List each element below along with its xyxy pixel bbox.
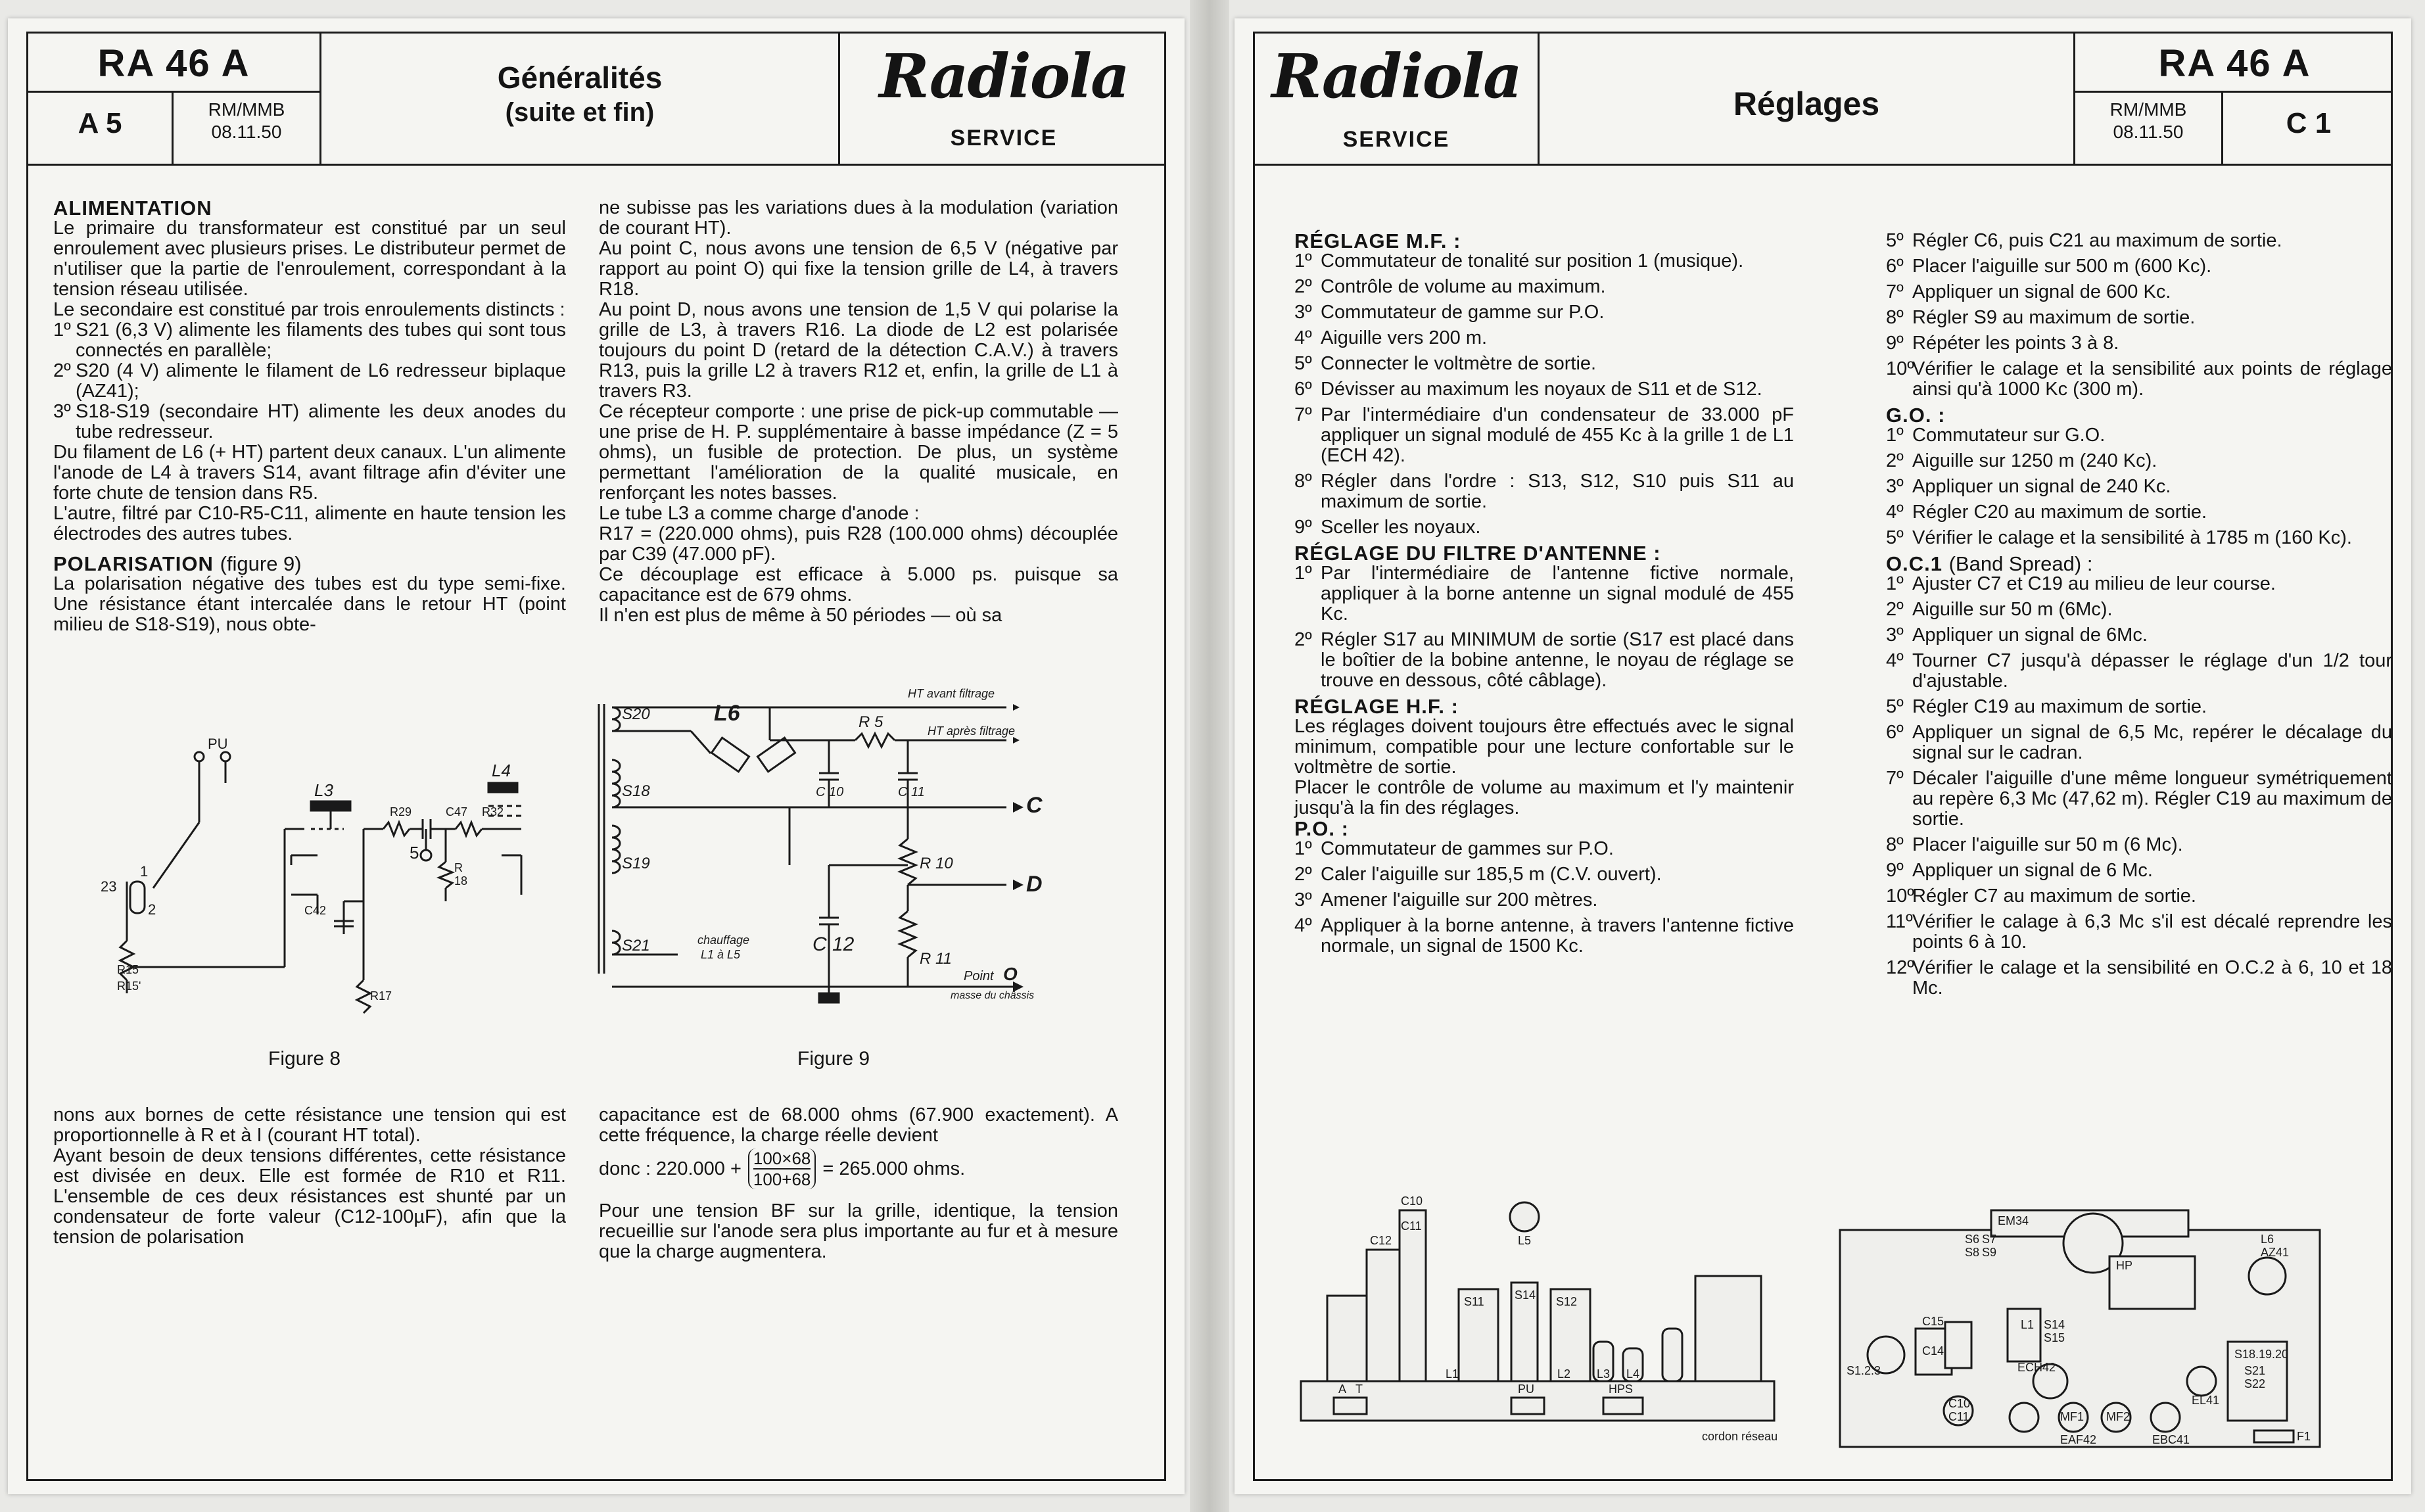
chassis-side-label: HPS: [1609, 1382, 1634, 1396]
list-item-text: Caler l'aiguille sur 185,5 m (C.V. ouvert).: [1321, 864, 1662, 885]
fig9-label: O: [1003, 964, 1018, 984]
fig9-label: L1 à L5: [701, 948, 741, 961]
bottom-left-column: [53, 1105, 566, 1248]
list-item: [1886, 425, 2392, 446]
list-item-text: Régler C6, puis C21 au maximum de sortie.: [1912, 230, 2282, 251]
bottom-right-column: [599, 1105, 1118, 1262]
list-item-text: Connecter le voltmètre de sortie.: [1321, 353, 1597, 374]
fig8-label: PU: [208, 736, 228, 752]
list-item-text: Régler C19 au maximum de sortie.: [1912, 696, 2207, 717]
list-item: [1886, 451, 2392, 471]
chassis-top-label: S8: [1965, 1246, 1980, 1259]
paragraph: capacitance est de 68.000 ohms (67.900 exactement). A cette fréquence, la charge réelle devient: [599, 1104, 1118, 1146]
paragraph: Ce récepteur comporte : une prise de pick-up commutable — une prise de H. P. supplémentaire à basse impédance (Z = 5 ohms), un fusible de protection. De plus, un système permettant l'amélioration de la qualité musicale, en renforçant les notes basses.: [599, 401, 1118, 504]
list-item-number: 7º: [1886, 281, 1904, 302]
chassis-top-label: L6: [2261, 1233, 2274, 1246]
fig8-label: R32: [482, 805, 504, 818]
page-subtitle: (suite et fin): [505, 98, 655, 127]
list-item-text: Par l'intermédiaire de l'antenne fictive normale, appliquer à la borne antenne un signal modulé de 455 Kc.: [1321, 563, 1794, 625]
model-number: RA 46 A: [2158, 42, 2311, 85]
list-item-number: 1º: [1294, 838, 1312, 859]
list-item-number: 1º: [1886, 425, 1904, 446]
list-item-number: 2º: [1886, 450, 1904, 471]
chassis-side-label: C10: [1401, 1194, 1423, 1208]
list-item: [1294, 839, 1794, 859]
page-code: C 1: [2286, 107, 2332, 139]
chassis-side-label: T: [1355, 1382, 1363, 1396]
fig9-label: HT après filtrage: [928, 724, 1016, 738]
fig9-label: S20: [622, 705, 650, 723]
oc1-list: [1886, 574, 2392, 999]
list-item-text: Appliquer un signal de 600 Kc.: [1912, 281, 2171, 302]
paragraph: L'autre, filtré par C10-R5-C11, alimente en haute tension les électrodes des autres tubes.: [53, 503, 566, 544]
list-item: [1294, 328, 1794, 348]
radiola-logo: Radiola: [879, 41, 1129, 112]
right-header: [1255, 34, 2391, 166]
fig9-label: HT avant filtrage: [908, 687, 995, 700]
list-item: [1886, 722, 2392, 763]
list-item: [1886, 256, 2392, 277]
list-item-number: 3º: [1294, 302, 1312, 323]
list-item: [1886, 697, 2392, 717]
paragraph: ne subisse pas les variations dues à la modulation (variation de courant HT).: [599, 197, 1118, 239]
paragraph: Au point D, nous avons une tension de 1,5 V qui polarise la grille de L3, à travers R16. La diode de L2 est polarisée toujours du point D (retard de la détection C.A.V.) à travers R13, puis la grille L2 à travers R12 et, enfin, la grille de L1 à travers R3.: [599, 299, 1118, 402]
chassis-top-label: EM34: [1998, 1214, 2029, 1227]
service-label: SERVICE: [950, 126, 1058, 151]
list-item: [1886, 282, 2392, 302]
list-item-text: Ajuster C7 et C19 au milieu de leur course.: [1912, 573, 2276, 594]
list-item: 2º S20 (4 V) alimente le filament de L6 redresseur biplaque (AZ41);: [53, 360, 566, 402]
figure-9-caption: Figure 9: [797, 1048, 870, 1070]
list-item-number: 1º: [1886, 573, 1904, 594]
list-item-number: 5º: [1886, 696, 1904, 717]
fig8-label: 1: [140, 863, 149, 880]
fig9-label: D: [1026, 872, 1043, 897]
paragraph: Il n'en est plus de même à 50 périodes — où sa: [599, 605, 1002, 626]
list-item-number: 9º: [1294, 517, 1312, 538]
chassis-side-label: L3: [1597, 1367, 1611, 1381]
heading-go: G.O. :: [1886, 404, 1946, 427]
fig8-label: 2: [148, 901, 156, 918]
paragraph: Au point C, nous avons une tension de 6,5 V (négative par rapport au point O) qui fixe la tension grille de L4, à travers R18.: [599, 238, 1118, 300]
list-item: [1886, 574, 2392, 594]
list-item: [1294, 517, 1794, 538]
paragraph: Le tube L3 a comme charge d'anode :: [599, 503, 920, 524]
list-item-text: Contrôle de volume au maximum.: [1321, 276, 1606, 297]
list-item: [1294, 354, 1794, 374]
page-code: A 5: [78, 107, 122, 139]
list-item-text: Appliquer un signal de 6 Mc.: [1912, 860, 2153, 881]
doc-date: 08.11.50: [2113, 122, 2184, 142]
fig9-label: C 11: [898, 785, 925, 799]
binding-gutter: [1190, 0, 1229, 1512]
fig9-label: Point: [964, 969, 994, 983]
list-item: [1886, 333, 2392, 354]
heading-alimentation: ALIMENTATION: [53, 197, 212, 220]
list-item-number: 3º: [1294, 889, 1312, 910]
paragraph: R17 = (220.000 ohms), puis R28 (100.000 ohms) découplée par C39 (47.000 pF).: [599, 523, 1118, 565]
paragraph: La polarisation négative des tubes est du type semi-fixe. Une résistance étant intercalée dans le retour HT (point milieu de S18-S19), nous obte-: [53, 573, 566, 635]
equation: donc : 220.000 + $\frac{100\times 68}{100+68}$ = 265.000 ohms.: [599, 1148, 966, 1189]
figure-8-schematic: [68, 724, 580, 1033]
reglages-column-2: [1886, 231, 2392, 1004]
list-item: [1886, 502, 2392, 523]
fraction: $\frac{100\times 68}{100+68}$: [748, 1148, 816, 1189]
right-page-frame: [1253, 32, 2393, 1481]
fig9-label: S19: [622, 855, 650, 872]
list-item: [1294, 302, 1794, 323]
list-item: [1886, 359, 2392, 400]
list-item-number: 2º: [1294, 276, 1312, 297]
list-item: [1886, 477, 2392, 497]
list-item: [1294, 471, 1794, 512]
doc-ref: RM/MMB: [2109, 99, 2187, 120]
list-item-number: 4º: [1294, 915, 1312, 936]
chassis-side-label: L4: [1626, 1367, 1640, 1381]
list-item: [1294, 563, 1794, 625]
fig8-label: 23: [101, 878, 117, 895]
list-item-number: 10º: [1886, 358, 1914, 379]
list-item-text: Régler S9 au maximum de sortie.: [1912, 307, 2196, 328]
list-item-text: Régler S17 au MINIMUM de sortie (S17 est placé dans le boîtier de la bobine antenne, le noyau de réglage se trouve en dessous, côté câblage).: [1321, 629, 1794, 691]
chassis-side-view: [1294, 1191, 1827, 1453]
chassis-top-label: C14: [1922, 1344, 1944, 1358]
fig8-label: R15: [117, 963, 139, 976]
fig9-label: R 11: [920, 950, 952, 968]
list-item-number: 8º: [1294, 471, 1312, 492]
list-item-text: Par l'intermédiaire d'un condensateur de 33.000 pF appliquer un signal modulé de 455 Kc à la grille 1 de L1 (ECH 42).: [1321, 404, 1794, 466]
model-number: RA 46 A: [97, 42, 250, 85]
list-item-number: 2º: [1294, 864, 1312, 885]
chassis-top-label: MF1: [2060, 1410, 2084, 1423]
paragraph: Pour une tension BF sur la grille, identique, la tension recueillie sur l'anode sera plus importante au fur et à mesure que la charge augmentera.: [599, 1200, 1118, 1262]
chassis-top-label: MF2: [2106, 1410, 2130, 1423]
list-item-text: Appliquer un signal de 240 Kc.: [1912, 476, 2171, 497]
chassis-side-label: A: [1338, 1382, 1347, 1396]
fig9-label: chauffage: [697, 933, 750, 947]
fig8-label: R29: [390, 805, 412, 818]
paragraph: Ayant besoin de deux tensions différentes, cette résistance est divisée en deux. Elle est formée de R10 et R11. L'ensemble de ces deux résistances est shunté par un condensateur de forte valeur (C12-100µF), afin que la tension de polarisation: [53, 1145, 566, 1248]
heading-oc1: O.C.1 (Band Spread) :: [1886, 552, 2093, 575]
list-item: [1886, 861, 2392, 881]
list-item-number: 5º: [1886, 230, 1904, 251]
chassis-top-view: [1833, 1197, 2392, 1460]
heading-po: P.O. :: [1294, 817, 1349, 840]
antenna-list: [1294, 563, 1794, 691]
list-item: [1294, 916, 1794, 957]
radiola-logo: Radiola: [1271, 41, 1521, 112]
fig9-label: S21: [622, 937, 650, 955]
chassis-top-label: S7: [1982, 1233, 1997, 1246]
list-item: [1886, 600, 2392, 620]
fig8-label: 5: [410, 843, 419, 862]
list-item-text: Tourner C7 jusqu'à dépasser le réglage d'un 1/2 tour d'ajustable.: [1912, 650, 2392, 692]
list-item: [1886, 958, 2392, 999]
list-item: [1886, 886, 2392, 907]
list-item: [1886, 835, 2392, 855]
figure-9-schematic: [592, 668, 1118, 1036]
fig9-label: C: [1026, 793, 1043, 818]
list-item-number: 12º: [1886, 957, 1914, 978]
list-item-number: 8º: [1886, 834, 1904, 855]
list-item: [1886, 768, 2392, 830]
left-page: [8, 18, 1185, 1494]
list-item-number: 3º: [1886, 625, 1904, 646]
list-item-text: Amener l'aiguille sur 200 mètres.: [1321, 889, 1598, 910]
chassis-top-label: AZ41: [2261, 1246, 2290, 1259]
chassis-top-label: EL41: [2192, 1394, 2220, 1407]
fig8-label: R15': [117, 980, 141, 993]
list-item-text: Commutateur sur G.O.: [1912, 425, 2106, 446]
chassis-top-label: EAF42: [2060, 1433, 2097, 1446]
list-item-text: Aiguille vers 200 m.: [1321, 327, 1488, 348]
figure-8-caption: Figure 8: [268, 1048, 341, 1070]
po-continued-list: [1886, 231, 2392, 400]
left-page-frame: [26, 32, 1166, 1481]
chassis-side-label: C11: [1401, 1219, 1422, 1233]
chassis-top-label: S15: [2044, 1331, 2065, 1344]
list-item-number: 6º: [1886, 256, 1904, 277]
chassis-top-label: S21: [2244, 1364, 2266, 1377]
chassis-side-label: C12: [1370, 1234, 1392, 1247]
list-item-text: Décaler l'aiguille d'une même longueur symétriquement au repère 6,3 Mc (47,62 m). Régler C19 au maximum de sortie.: [1912, 768, 2392, 830]
fig9-label: L6: [714, 701, 740, 726]
list-item: [1294, 277, 1794, 297]
list-item: [1886, 625, 2392, 646]
chassis-side-label: PU: [1518, 1382, 1535, 1396]
chassis-top-label: C15: [1922, 1315, 1944, 1328]
list-item-text: Vérifier le calage et la sensibilité aux points de réglage ainsi qu'à 1000 Kc (300 m).: [1912, 358, 2392, 400]
list-item-text: Placer l'aiguille sur 50 m (6 Mc).: [1912, 834, 2183, 855]
list-item: [1294, 405, 1794, 466]
chassis-side-label: L5: [1518, 1234, 1532, 1247]
mf-list: [1294, 251, 1794, 538]
chassis-top-label: C10: [1948, 1397, 1971, 1410]
chassis-side-label: S12: [1556, 1295, 1578, 1308]
heading-filtre-antenne: RÉGLAGE DU FILTRE D'ANTENNE :: [1294, 542, 1661, 565]
list-item-number: 1º: [1294, 250, 1312, 272]
reglages-column-1: [1294, 231, 1794, 962]
chassis-side-label: S14: [1515, 1288, 1536, 1302]
paragraph: nons aux bornes de cette résistance une tension qui est proportionnelle à R et à I (courant HT total).: [53, 1104, 566, 1146]
list-item-number: 5º: [1294, 353, 1312, 374]
list-item-text: Appliquer un signal de 6,5 Mc, repérer le décalage du signal sur le cadran.: [1912, 722, 2392, 763]
paragraph: Ce découplage est efficace à 5.000 ps. puisque sa capacitance est de 679 ohms.: [599, 564, 1118, 605]
chassis-top-label: F1: [2297, 1430, 2311, 1443]
polarisation-column: [599, 198, 1118, 626]
list-item-number: 9º: [1886, 860, 1904, 881]
list-item-text: Commutateur de gamme sur P.O.: [1321, 302, 1605, 323]
list-item-number: 11º: [1886, 911, 1913, 932]
list-item-text: Commutateur de tonalité sur position 1 (musique).: [1321, 250, 1744, 272]
fig9-label: S18: [622, 782, 650, 800]
list-item-text: Appliquer un signal de 6Mc.: [1912, 625, 2148, 646]
chassis-top-label: HP: [2116, 1259, 2133, 1272]
list-item-text: Aiguille sur 50 m (6Mc).: [1912, 599, 2113, 620]
fig9-label: C 10: [816, 785, 844, 799]
list-item-text: Régler dans l'ordre : S13, S12, S10 puis S11 au maximum de sortie.: [1321, 471, 1794, 512]
fig9-label: C 12: [812, 933, 855, 955]
chassis-side-label: L2: [1557, 1367, 1571, 1381]
chassis-top-label: C11: [1948, 1410, 1969, 1423]
fig8-label: C42: [304, 904, 327, 917]
fig8-label: L4: [492, 761, 511, 780]
list-item-number: 8º: [1886, 307, 1904, 328]
list-item: 3º S18-S19 (secondaire HT) alimente les deux anodes du tube redresseur.: [53, 401, 566, 442]
list-item-text: Dévisser au maximum les noyaux de S11 et de S12.: [1321, 379, 1762, 400]
chassis-side-label: S11: [1464, 1295, 1484, 1308]
fig8-label: C47: [446, 805, 468, 818]
list-item-text: Commutateur de gammes sur P.O.: [1321, 838, 1614, 859]
list-item: [1886, 912, 2392, 953]
doc-date: 08.11.50: [211, 122, 282, 142]
go-list: [1886, 425, 2392, 548]
alimentation-column: [53, 198, 566, 635]
list-item-number: 4º: [1294, 327, 1312, 348]
chassis-side-label: cordon réseau: [1702, 1430, 1778, 1443]
list-item: [1886, 231, 2392, 251]
chassis-top-label: L1: [2021, 1318, 2035, 1331]
fig8-label: 18: [454, 874, 468, 887]
doc-ref: RM/MMB: [208, 99, 285, 120]
fig8-label: L3: [314, 780, 333, 800]
chassis-top-label: S14: [2044, 1318, 2065, 1331]
chassis-top-label: EBC41: [2152, 1433, 2190, 1446]
list-item-text: Vérifier le calage et la sensibilité en O.C.2 à 6, 10 et 18 Mc.: [1912, 957, 2392, 999]
list-item-text: Appliquer à la borne antenne, à travers l'antenne fictive normale, un signal de 1500 Kc.: [1321, 915, 1794, 957]
list-item-text: Répéter les points 3 à 8.: [1912, 333, 2119, 354]
list-item-text: Vérifier le calage à 6,3 Mc s'il est décalé reprendre les points 6 à 10.: [1912, 911, 2392, 953]
list-item-number: 3º: [1886, 476, 1904, 497]
fig9-label: R 5: [859, 713, 883, 731]
list-item: [1294, 630, 1794, 691]
list-item-text: Placer l'aiguille sur 500 m (600 Kc).: [1912, 256, 2212, 277]
list-item-number: 6º: [1294, 379, 1312, 400]
paragraph: Le primaire du transformateur est constitué par un seul enroulement avec plusieurs prises. Le distributeur permet de n'utiliser que la partie de l'enroulement, correspondant à la tension réseau utilisée.: [53, 218, 566, 300]
chassis-top-label: S22: [2244, 1377, 2266, 1390]
paragraph: Du filament de L6 (+ HT) partent deux canaux. L'un alimente l'anode de L4 à travers S14, avant filtrage afin d'éviter une forte chute de tension dans R5.: [53, 442, 566, 504]
list-item-number: 5º: [1886, 527, 1904, 548]
left-header: [28, 34, 1164, 166]
paragraph: Le secondaire est constitué par trois enroulements distincts :: [53, 299, 565, 320]
list-item-number: 4º: [1886, 650, 1904, 671]
heading-polarisation: POLARISATION (figure 9): [53, 552, 302, 575]
paragraph: Les réglages doivent toujours être effectués avec le signal minimum, compatible pour une lecture confortable sur le voltmètre de sortie.: [1294, 716, 1794, 778]
fig9-label: R 10: [920, 855, 953, 872]
list-item: [1294, 890, 1794, 910]
list-item-number: 1º: [1294, 563, 1312, 584]
chassis-top-label: S18.19.20: [2234, 1348, 2289, 1361]
list-item-number: 6º: [1886, 722, 1904, 743]
page-title: Généralités: [497, 60, 663, 95]
page-title: Réglages: [1733, 85, 1880, 122]
list-item-number: 4º: [1886, 502, 1904, 523]
heading-reglage-mf: RÉGLAGE M.F. :: [1294, 229, 1461, 252]
list-item-number: 2º: [1294, 629, 1312, 650]
list-item-text: Sceller les noyaux.: [1321, 517, 1481, 538]
chassis-side-label: L1: [1446, 1367, 1459, 1381]
paragraph: Placer le contrôle de volume au maximum et l'y maintenir jusqu'à la fin des réglages.: [1294, 777, 1794, 818]
list-item-number: 10º: [1886, 886, 1914, 907]
fig8-label: R: [454, 861, 463, 874]
list-item-text: Régler C20 au maximum de sortie.: [1912, 502, 2207, 523]
list-item-number: 9º: [1886, 333, 1904, 354]
fig9-label: masse du châssis: [951, 990, 1035, 1001]
list-item: [1294, 864, 1794, 885]
list-item: 1º S21 (6,3 V) alimente les filaments des tubes qui sont tous connectés en parallèle;: [53, 319, 566, 361]
chassis-top-label: ECH42: [2017, 1361, 2056, 1374]
chassis-top-label: S6: [1965, 1233, 1980, 1246]
chassis-top-label: S1.2.3: [1847, 1364, 1881, 1377]
list-item: [1294, 379, 1794, 400]
list-item: [1886, 308, 2392, 328]
heading-reglage-hf: RÉGLAGE H.F. :: [1294, 695, 1459, 718]
list-item-text: Vérifier le calage et la sensibilité à 1785 m (160 Kc).: [1912, 527, 2352, 548]
chassis-top-label: S9: [1982, 1246, 1997, 1259]
list-item-number: 2º: [1886, 599, 1904, 620]
list-item: [1886, 528, 2392, 548]
list-item-number: 7º: [1294, 404, 1312, 425]
fig8-label: R17: [370, 989, 392, 1003]
right-page: [1235, 18, 2411, 1494]
po-list: [1294, 839, 1794, 957]
list-item: [1294, 251, 1794, 272]
service-label: SERVICE: [1342, 127, 1450, 152]
list-item: [1886, 651, 2392, 692]
list-item-text: Aiguille sur 1250 m (240 Kc).: [1912, 450, 2157, 471]
list-item-text: Régler C7 au maximum de sortie.: [1912, 886, 2196, 907]
list-item-number: 7º: [1886, 768, 1904, 789]
